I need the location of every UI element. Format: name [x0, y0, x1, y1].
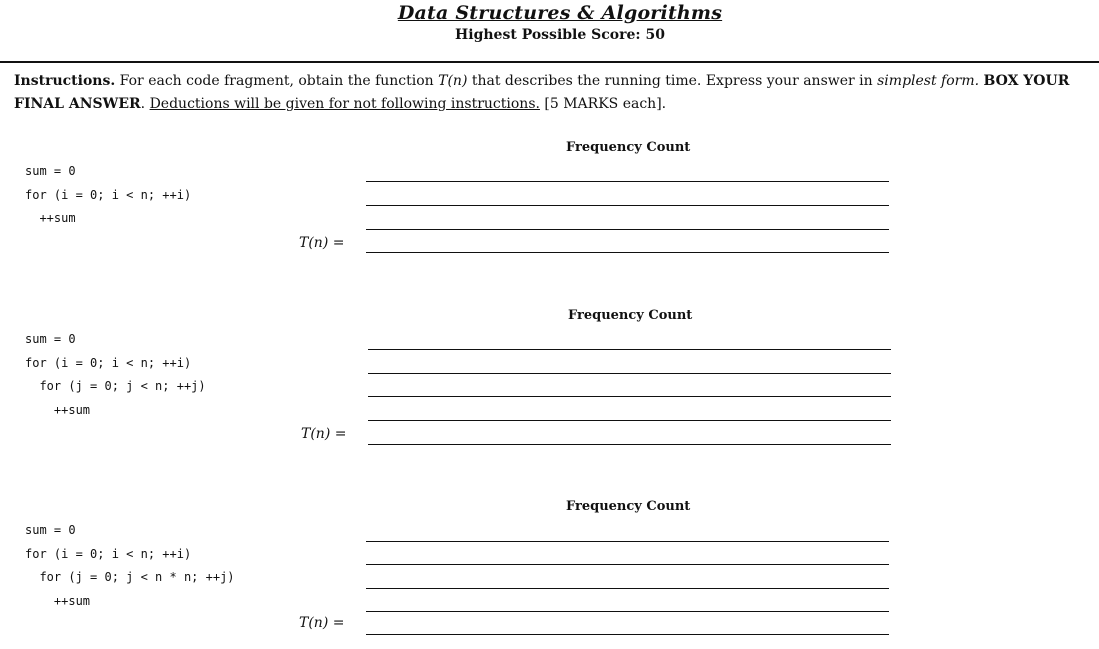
answer-line[interactable]: [366, 611, 889, 612]
frequency-count-heading: Frequency Count: [566, 140, 691, 155]
header-divider: [0, 61, 1099, 63]
code-fragment-3: [0, 499, 1099, 649]
tn-label: [299, 235, 344, 251]
tn-label-text: T(n) =: [301, 426, 347, 442]
answer-line[interactable]: [368, 373, 891, 374]
code-block: [25, 519, 235, 613]
instructions-text-4: .: [140, 96, 150, 112]
code-block: [25, 328, 206, 422]
instructions-tn: T(n): [438, 73, 468, 89]
answer-line[interactable]: [366, 564, 889, 565]
code-fragment-1: [0, 140, 1099, 290]
instructions-text-1: For each code fragment, obtain the function: [115, 73, 439, 89]
code-line: for (j = 0; j < n * n; ++j): [25, 570, 235, 584]
tn-label: [301, 426, 346, 442]
code-line: sum = 0: [25, 164, 76, 178]
answer-line[interactable]: [366, 229, 889, 230]
tn-answer-line[interactable]: [366, 252, 889, 253]
answer-line[interactable]: [368, 420, 891, 421]
tn-answer-line[interactable]: [368, 444, 891, 445]
code-fragment-2: [0, 308, 1099, 458]
instructions-text-2: that describes the running time. Express your answer in: [467, 73, 878, 89]
tn-label-text: T(n) =: [299, 235, 345, 251]
answer-line[interactable]: [366, 181, 889, 182]
code-block: [25, 160, 191, 231]
page-title: Data Structures & Algorithms: [397, 2, 723, 24]
instructions-marks: [5 MARKS each].: [539, 96, 667, 112]
code-line: ++sum: [25, 211, 76, 225]
code-line: for (i = 0; i < n; ++i): [25, 546, 192, 561]
answer-line[interactable]: [366, 541, 889, 542]
code-line: sum = 0: [25, 332, 76, 346]
instructions-simplest: simplest form.: [877, 73, 980, 89]
instructions-deductions: Deductions will be given for not following instructions.: [149, 96, 540, 112]
score-subtitle: Highest Possible Score: 50: [455, 27, 665, 43]
instructions-lead: Instructions.: [14, 73, 116, 89]
code-line: sum = 0: [25, 523, 76, 537]
answer-line[interactable]: [368, 349, 891, 350]
tn-label-text: T(n) =: [299, 615, 345, 631]
frequency-count-heading: Frequency Count: [566, 499, 691, 514]
tn-label: [299, 615, 344, 631]
code-line: for (i = 0; i < n; ++i): [25, 355, 192, 370]
code-line: for (i = 0; i < n; ++i): [25, 187, 192, 202]
code-line: ++sum: [25, 402, 91, 417]
answer-line[interactable]: [366, 205, 889, 206]
code-line: ++sum: [25, 593, 91, 608]
code-line: for (j = 0; j < n; ++j): [25, 379, 206, 393]
answer-line[interactable]: [368, 396, 891, 397]
tn-answer-line[interactable]: [366, 634, 889, 635]
instructions-paragraph: [14, 70, 1089, 116]
answer-line[interactable]: [366, 588, 889, 589]
instructions-box: BOX YOUR FINAL ANSWER: [14, 73, 1070, 112]
frequency-count-heading: Frequency Count: [568, 308, 693, 323]
